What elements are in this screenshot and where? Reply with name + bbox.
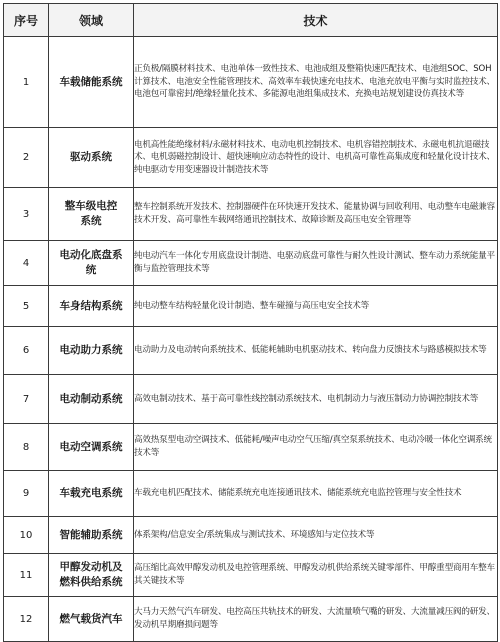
row-technology: 高压缩比高效甲醇发动机及电控管理系统、甲醇发动机供给系统关键零部件、甲醇重型商用车整车其关键技术等	[134, 554, 498, 597]
row-domain	[49, 286, 134, 327]
row-number: 11	[4, 554, 49, 597]
row-domain	[49, 188, 134, 241]
table-row	[4, 424, 498, 471]
row-number: 3	[4, 188, 49, 241]
row-domain	[49, 517, 134, 554]
row-domain-text: 甲醇发动机及燃料供给系统	[59, 561, 123, 588]
row-domain-text: 车身结构系统	[59, 299, 123, 312]
row-number: 10	[4, 517, 49, 554]
row-number: 6	[4, 327, 49, 375]
row-domain-text: 整车级电控系统	[64, 200, 118, 227]
row-domain	[49, 37, 134, 128]
row-domain	[49, 471, 134, 517]
row-domain-text: 电动制动系统	[59, 392, 123, 405]
table-row	[4, 241, 498, 286]
row-domain	[49, 327, 134, 375]
row-technology: 高效热泵型电动空调技术、低能耗/噪声电动空气压缩/真空泵系统技术、电动冷暖一体化空调系统技术等	[134, 424, 498, 471]
row-technology: 大马力天然气汽车研发、电控高压共轨技术的研发、大流量喷气嘴的研发、大流量减压阀的研发、发动机早期磨损问题等	[134, 597, 498, 642]
row-domain	[49, 597, 134, 642]
table-row	[4, 128, 498, 188]
header-domain: 领域	[49, 4, 134, 37]
row-number: 12	[4, 597, 49, 642]
row-domain	[49, 128, 134, 188]
row-domain-text: 驱动系统	[70, 151, 112, 163]
row-domain-text: 电动助力系统	[59, 344, 123, 356]
row-technology: 纯电动汽车一体化专用底盘设计制造、电驱动底盘可靠性与耐久性设计测试、整车动力系统能量平衡与监控管理技术等	[134, 241, 498, 286]
table-body	[4, 37, 498, 642]
table-row	[4, 327, 498, 375]
technology-table	[3, 3, 498, 642]
table-row	[4, 554, 498, 597]
row-technology: 正负极/隔膜材料技术、电池单体一致性技术、电池成组及整箱快速匹配技术、电池组SOC、SOH计算技术、电池安全性能管理技术、高效率车载快速充电技术、电池充放电平衡与实时监控技术、电池包可靠密封/绝缘轻量化技术、多能源电池组集成技术、充换电站规划建设仿真技术等	[134, 37, 498, 128]
table-row	[4, 375, 498, 424]
row-domain-text: 燃气载货汽车	[59, 612, 123, 625]
header-number: 序号	[4, 4, 49, 37]
row-number: 5	[4, 286, 49, 327]
row-domain-text: 智能辅助系统	[59, 528, 123, 541]
row-domain-text: 电动空调系统	[59, 440, 123, 453]
row-technology: 电动助力及电动转向系统技术、低能耗辅助电机驱动技术、转向盘力反馈技术与路感模拟技术等	[134, 327, 498, 375]
row-technology: 车载充电机匹配技术、储能系统充电连接通讯技术、储能系统充电监控管理与安全性技术	[134, 471, 498, 517]
row-number: 2	[4, 128, 49, 188]
table-row	[4, 188, 498, 241]
row-number: 4	[4, 241, 49, 286]
row-domain	[49, 375, 134, 424]
row-domain	[49, 424, 134, 471]
table-row	[4, 517, 498, 554]
table-row	[4, 597, 498, 642]
row-technology: 高效电制动技术、基于高可靠性线控制动系统技术、电机制动力与液压制动力协调控制技术等	[134, 375, 498, 424]
table-row	[4, 37, 498, 128]
row-domain	[49, 241, 134, 286]
row-technology: 电机高性能绝缘材料/永磁材料技术、电动电机控制技术、电机容错控制技术、永磁电机抗退磁技术、电机弱磁控制设计、超快速响应动态特性的设计、电机高可靠性高集成度和轻量化设计技术、纯电驱动专用变速器设计制造技术等	[134, 128, 498, 188]
row-domain-text: 电动化底盘系统	[59, 249, 123, 276]
table-row	[4, 471, 498, 517]
row-number: 7	[4, 375, 49, 424]
header-row	[4, 4, 498, 37]
row-technology: 纯电动整车结构轻量化设计制造、整车碰撞与高压电安全技术等	[134, 286, 498, 327]
row-technology: 体系架构/信息安全/系统集成与测试技术、环境感知与定位技术等	[134, 517, 498, 554]
row-number: 9	[4, 471, 49, 517]
row-domain-text: 车载储能系统	[59, 75, 123, 88]
row-domain	[49, 554, 134, 597]
row-domain-text: 车载充电系统	[59, 487, 123, 499]
row-number: 1	[4, 37, 49, 128]
row-technology: 整车控制系统开发技术、控制器硬件在环快速开发技术、能量协调与回收利用、电动整车电磁兼容技术开发、高可靠性车载网络通讯控制技术、故障诊断及高压电安全管理等	[134, 188, 498, 241]
table-row	[4, 286, 498, 327]
header-technology: 技术	[134, 4, 498, 37]
row-number: 8	[4, 424, 49, 471]
